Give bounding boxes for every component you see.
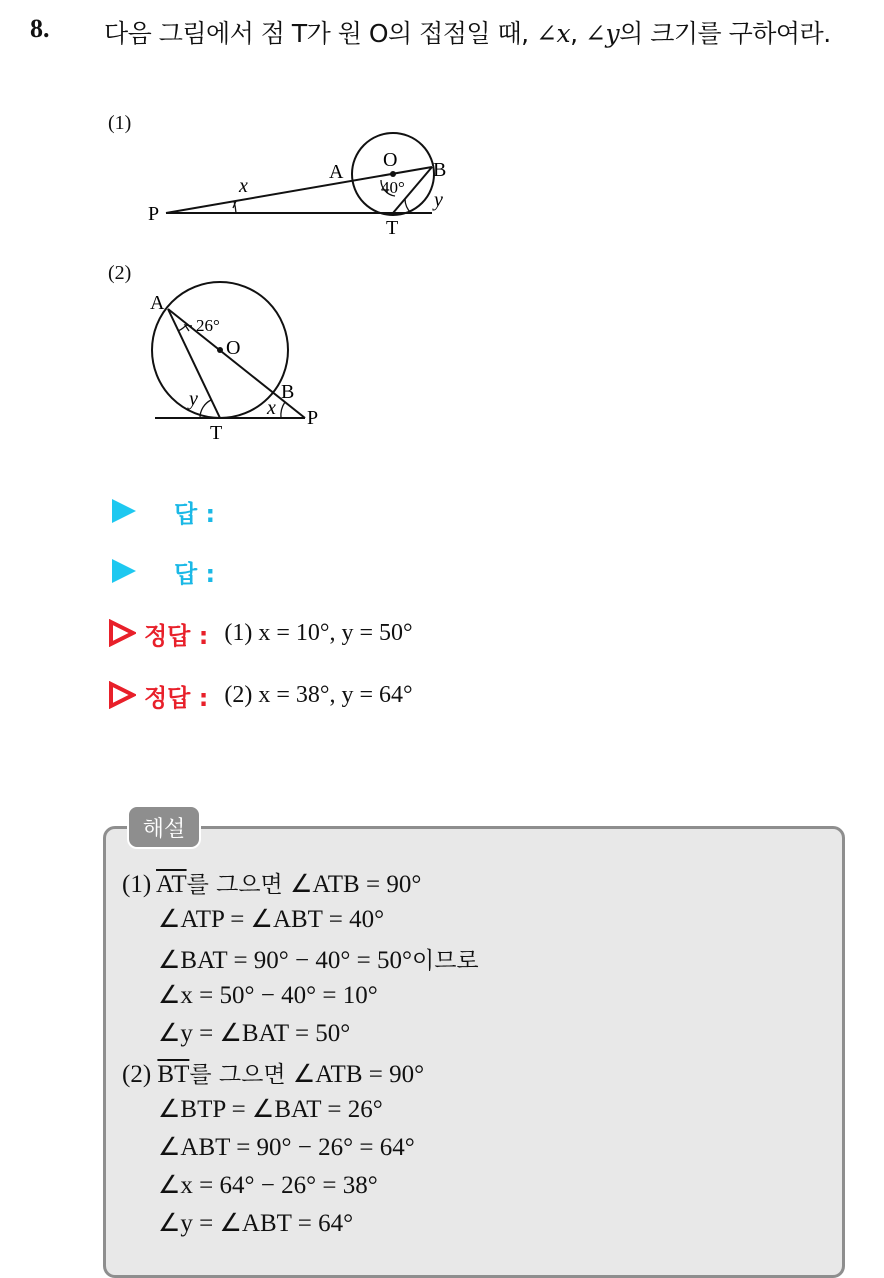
solution-line-korean: 를 그으면 — [189, 1062, 293, 1088]
question-text-a: 다음 그림에서 점 T가 원 O의 접점일 때, — [104, 19, 537, 48]
figure1-point-P: P — [148, 203, 160, 225]
solution-line-rest: ∠ATB = 90° — [292, 1061, 425, 1088]
answer-arrow-icon — [112, 499, 136, 523]
solution-line-korean: 이므로 — [411, 948, 479, 974]
figure2-diagram — [0, 0, 884, 450]
correct-answer-row-2 — [108, 678, 413, 712]
question-angle-y: ∠y — [585, 19, 620, 48]
answer-arrow-icon — [112, 559, 136, 583]
correct-arrow-icon — [108, 681, 136, 709]
solution-line-korean: 를 그으면 — [186, 872, 291, 898]
correct-answer-label: 정답 : — [144, 683, 209, 712]
question-angle-x: ∠x — [536, 19, 571, 48]
solution-line-rest: ∠ATB = 90° — [290, 871, 422, 898]
answer-row-1 — [108, 494, 215, 528]
solution-line-8: ∠ABT = 90° − 26° = 64° — [158, 1134, 415, 1161]
figure1-point-T: T — [386, 217, 399, 239]
figure1-point-A: A — [329, 161, 344, 183]
figure2-point-A: A — [150, 292, 165, 314]
solution-line-10: ∠y = ∠ABT = 64° — [158, 1210, 354, 1237]
segment-AT: $\overline{AT}$ — [156, 871, 187, 898]
correct-arrow-icon — [108, 619, 136, 647]
figure2-angle-given: 26° — [196, 316, 220, 335]
correct-answer-value: (1) x = 10°, y = 50° — [224, 619, 413, 646]
figure1-point-B: B — [433, 159, 447, 181]
solution-line-7: ∠BTP = ∠BAT = 26° — [158, 1096, 383, 1123]
answer-label: 답 : — [174, 559, 216, 588]
segment-BT: $\overline{BT}$ — [157, 1061, 190, 1088]
figure1-angle-x: x — [239, 175, 248, 197]
solution-line-math: ∠BAT = 90° − 40° = 50° — [158, 947, 412, 974]
solution-line-4: ∠x = 50° − 40° = 10° — [158, 982, 378, 1009]
correct-answer-value: (2) x = 38°, y = 64° — [224, 681, 413, 708]
solution-line-prefix: (2) — [122, 1061, 158, 1088]
figure2-point-P: P — [307, 407, 319, 429]
figure2-point-T: T — [210, 422, 223, 444]
figure1-angle-y: y — [434, 189, 443, 211]
figure1-label: (1) — [108, 112, 132, 134]
answer-row-2 — [108, 554, 215, 588]
figure1-angle-given: 40° — [381, 178, 405, 197]
solution-line-1 — [122, 866, 421, 899]
question-number: 8. — [30, 14, 50, 43]
solution-line-3 — [158, 942, 479, 975]
figure2-point-B: B — [281, 381, 295, 403]
solution-line-5: ∠y = ∠BAT = 50° — [158, 1020, 351, 1047]
solution-line-prefix: (1) — [122, 871, 157, 898]
figure2-angle-y: y — [189, 388, 198, 410]
correct-answer-row-1 — [108, 616, 413, 650]
solution-line-2: ∠ATP = ∠ABT = 40° — [158, 906, 385, 933]
figure2-label: (2) — [108, 262, 132, 284]
solution-line-9: ∠x = 64° − 26° = 38° — [158, 1172, 378, 1199]
correct-answer-label: 정답 : — [144, 621, 209, 650]
figure2-angle-x: x — [267, 397, 276, 419]
question-sep: , — [570, 19, 586, 48]
question-text-b: 의 크기를 구하여라. — [619, 19, 831, 48]
figure1-point-O: O — [383, 149, 398, 171]
answer-label: 답 : — [174, 499, 216, 528]
figure2-center-dot — [217, 347, 223, 353]
figure2-point-O: O — [226, 337, 241, 359]
solution-line-6 — [122, 1056, 424, 1089]
figure2-arc-x — [281, 402, 285, 418]
solution-tab: 해설 — [127, 805, 201, 849]
